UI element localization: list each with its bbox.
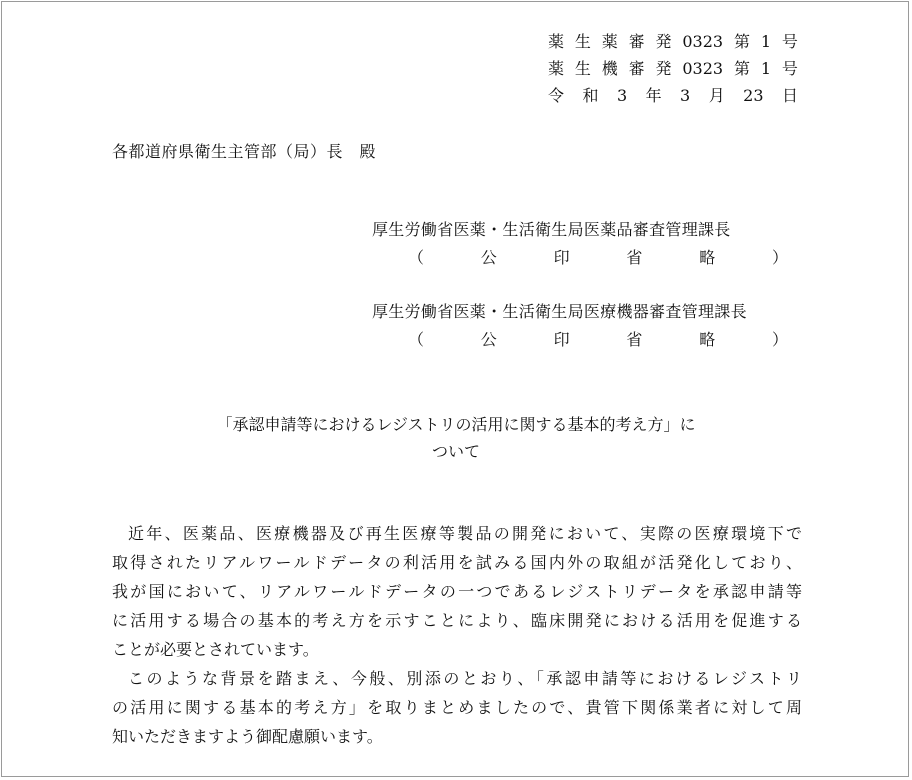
reference-block — [548, 28, 798, 109]
paragraph-1-line-5: ことが必要とされています。 — [112, 640, 319, 659]
addressee: 各都道府県衛生主管部（局）長 殿 — [112, 142, 377, 161]
body-text — [112, 519, 802, 751]
sender-1-seal-note: （ 公 印 省 略 ） — [408, 248, 788, 267]
paragraph-1-line-1: 近年、医薬品、医療機器及び再生医療等製品の開発において、実際の医療環境下で — [128, 524, 802, 543]
reference-number-2: 薬 生 機 審 発 0323 第 1 号 — [548, 59, 798, 78]
paragraph-2-line-2: の活用に関する基本的考え方」を取りまとめましたので、貴管下関係業者に対して周 — [112, 698, 802, 717]
sender-2-title: 厚生労働省医薬・生活衛生局医療機器審査管理課長 — [372, 302, 747, 321]
subject-title — [100, 411, 812, 465]
paragraph-1-line-2: 取得されたリアルワールドデータの利活用を試みる国内外の取組が活発化しており、 — [112, 553, 802, 572]
paragraph-2-line-1: このような背景を踏まえ、今般、別添のとおり、「承認申請等におけるレジストリ — [128, 669, 802, 688]
sender-1-title: 厚生労働省医薬・生活衛生局医薬品審査管理課長 — [372, 220, 731, 239]
issue-date: 令 和 3 年 3 月 23 日 — [548, 86, 798, 105]
sender-2 — [372, 298, 800, 354]
paragraph-1-line-3: 我が国において、リアルワールドデータの一つであるレジストリデータを承認申請等 — [112, 582, 802, 601]
reference-number-1: 薬 生 薬 審 発 0323 第 1 号 — [548, 32, 798, 51]
paragraph-2-line-3: 知いただきますよう御配慮願います。 — [112, 727, 383, 746]
paragraph-1-line-4: に活用する場合の基本的考え方を示すことにより、臨床開発における活用を促進する — [112, 611, 802, 630]
sender-2-seal-note: （ 公 印 省 略 ） — [408, 330, 788, 349]
subject-line-1: 「承認申請等におけるレジストリの活用に関する基本的考え方」に — [216, 415, 696, 434]
sender-1 — [372, 216, 800, 272]
subject-line-2: ついて — [431, 442, 480, 461]
